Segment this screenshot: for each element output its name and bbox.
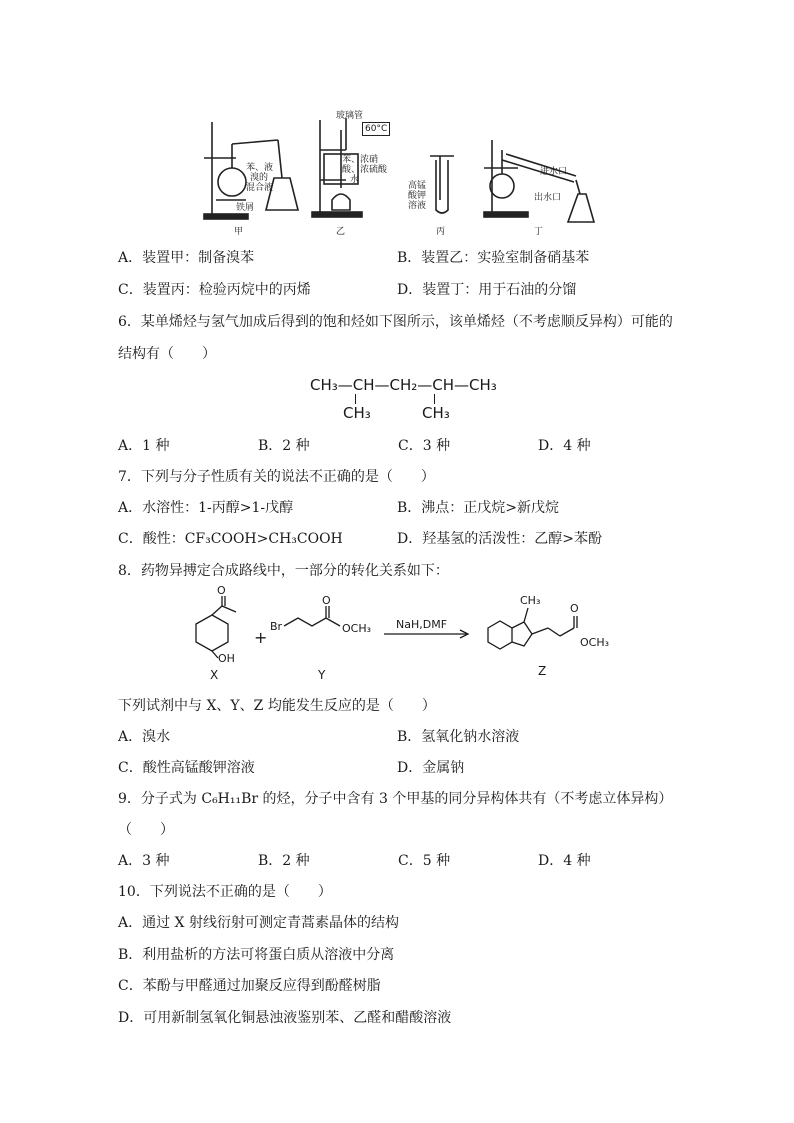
q7-option-b: B．沸点：正戊烷>新戊烷 (397, 500, 560, 516)
q9-option-a: A．3 种 (118, 853, 170, 869)
q8-reaction-drawing (176, 592, 626, 682)
q6-structure-sub-1: CH₃ (343, 404, 371, 422)
q9-option-c: C．5 种 (398, 853, 451, 869)
q6-option-c: C．3 种 (398, 438, 451, 454)
q6-stem-line1: 6．某单烯烃与氢气加成后得到的饱和烃如下图所示，该单烯烃（不考虑顺反异构）可能的 (118, 314, 673, 330)
q8-option-a: A．溴水 (118, 729, 171, 745)
q8-y-carbonyl-o: O (322, 594, 331, 607)
caption-jia: 甲 (234, 227, 244, 237)
q8-option-d: D．金属钠 (397, 760, 465, 776)
q7-option-c: C．酸性：CF₃COOH>CH₃COOH (118, 531, 343, 547)
q8-z-ch3: CH₃ (520, 594, 541, 607)
label-bing-reagent-1: 高锰 (408, 181, 427, 191)
q5-option-c: C．装置丙：检验丙烷中的丙烯 (118, 282, 311, 298)
q7-option-d: D．羟基氢的活泼性：乙醇>苯酚 (397, 531, 602, 547)
label-bing-reagent-2: 酸钾 (408, 191, 427, 201)
label-ding-water-in: 进水口 (540, 167, 568, 177)
label-jia-reagent-2: 溴的 (250, 173, 269, 183)
q8-option-c: C．酸性高锰酸钾溶液 (118, 760, 255, 776)
label-yi-water: 水 (350, 175, 360, 185)
q9-stem-line1: 9．分子式为 C₆H₁₁Br 的烃，分子中含有 3 个甲基的同分异构体共有（不考虑立体异构） (118, 791, 673, 807)
q6-structure-sub-2: CH₃ (422, 404, 450, 422)
q8-x-oh: OH (218, 652, 235, 665)
label-jia-reagent-1: 苯、液 (246, 163, 274, 173)
q6-bond-1 (355, 394, 356, 404)
q8-label-z: Z (538, 664, 547, 678)
label-yi-reagent-2: 酸、浓硫酸 (342, 165, 388, 175)
label-yi-tube: 玻璃管 (336, 111, 364, 121)
q10-option-a: A．通过 X 射线衍射可测定青蒿素晶体的结构 (118, 915, 399, 931)
q7-stem: 7．下列与分子性质有关的说法不正确的是（ ） (118, 469, 435, 485)
q6-option-b: B．2 种 (258, 438, 310, 454)
q6-option-a: A．1 种 (118, 438, 170, 454)
q8-question: 下列试剂中与 X、Y、Z 均能发生反应的是（ ） (118, 698, 436, 714)
caption-ding: 丁 (534, 227, 544, 237)
q8-reaction-scheme (176, 584, 626, 682)
q10-option-c: C．苯酚与甲醛通过加聚反应得到酚醛树脂 (118, 978, 381, 994)
q8-label-x: X (210, 668, 219, 682)
q8-stem: 8．药物异搏定合成路线中，一部分的转化关系如下： (118, 563, 449, 579)
q8-plus: + (254, 628, 268, 647)
caption-yi: 乙 (336, 227, 346, 237)
label-jia-catalyst: 铁屑 (236, 203, 255, 213)
label-ding-water-out: 出水口 (534, 193, 562, 203)
q8-x-carbonyl-o: O (217, 584, 226, 597)
q5-option-b: B．装置乙：实验室制备硝基苯 (397, 250, 590, 266)
q6-stem-line2: 结构有（ ） (118, 346, 216, 362)
q9-stem-line2: （ ） (118, 822, 174, 838)
label-yi-reagent-1: 苯、浓硝 (342, 155, 379, 165)
q8-label-y: Y (318, 668, 326, 682)
q5-option-d: D．装置丁：用于石油的分馏 (397, 282, 577, 298)
q8-option-b: B．氢氧化钠水溶液 (397, 729, 520, 745)
q8-z-och3: OCH₃ (580, 636, 610, 649)
q10-stem: 10．下列说法不正确的是（ ） (118, 884, 332, 900)
label-yi-temp: 60°C (362, 122, 390, 136)
q8-z-carbonyl-o: O (570, 602, 579, 615)
q7-option-a: A．水溶性：1-丙醇>1-戊醇 (118, 500, 294, 516)
q8-y-och3: OCH₃ (342, 622, 372, 635)
q6-structure-main: CH₃—CH—CH₂—CH—CH₃ (310, 376, 497, 394)
caption-bing: 丙 (436, 227, 446, 237)
q6-bond-2 (434, 394, 435, 404)
q8-y-br: Br (270, 620, 283, 633)
q9-option-b: B．2 种 (258, 853, 310, 869)
q10-option-b: B．利用盐析的方法可将蛋白质从溶液中分离 (118, 947, 395, 963)
q5-option-a: A．装置甲：制备溴苯 (118, 250, 255, 266)
label-jia-reagent-3: 混合液 (246, 183, 274, 193)
apparatus-figure (196, 110, 616, 238)
q6-option-d: D．4 种 (538, 438, 591, 454)
q8-conditions: NaH,DMF (396, 618, 448, 631)
q10-option-d: D．可用新制氢氧化铜悬浊液鉴别苯、乙醛和醋酸溶液 (118, 1010, 452, 1026)
q9-option-d: D．4 种 (538, 853, 591, 869)
label-bing-reagent-3: 溶液 (408, 201, 427, 211)
